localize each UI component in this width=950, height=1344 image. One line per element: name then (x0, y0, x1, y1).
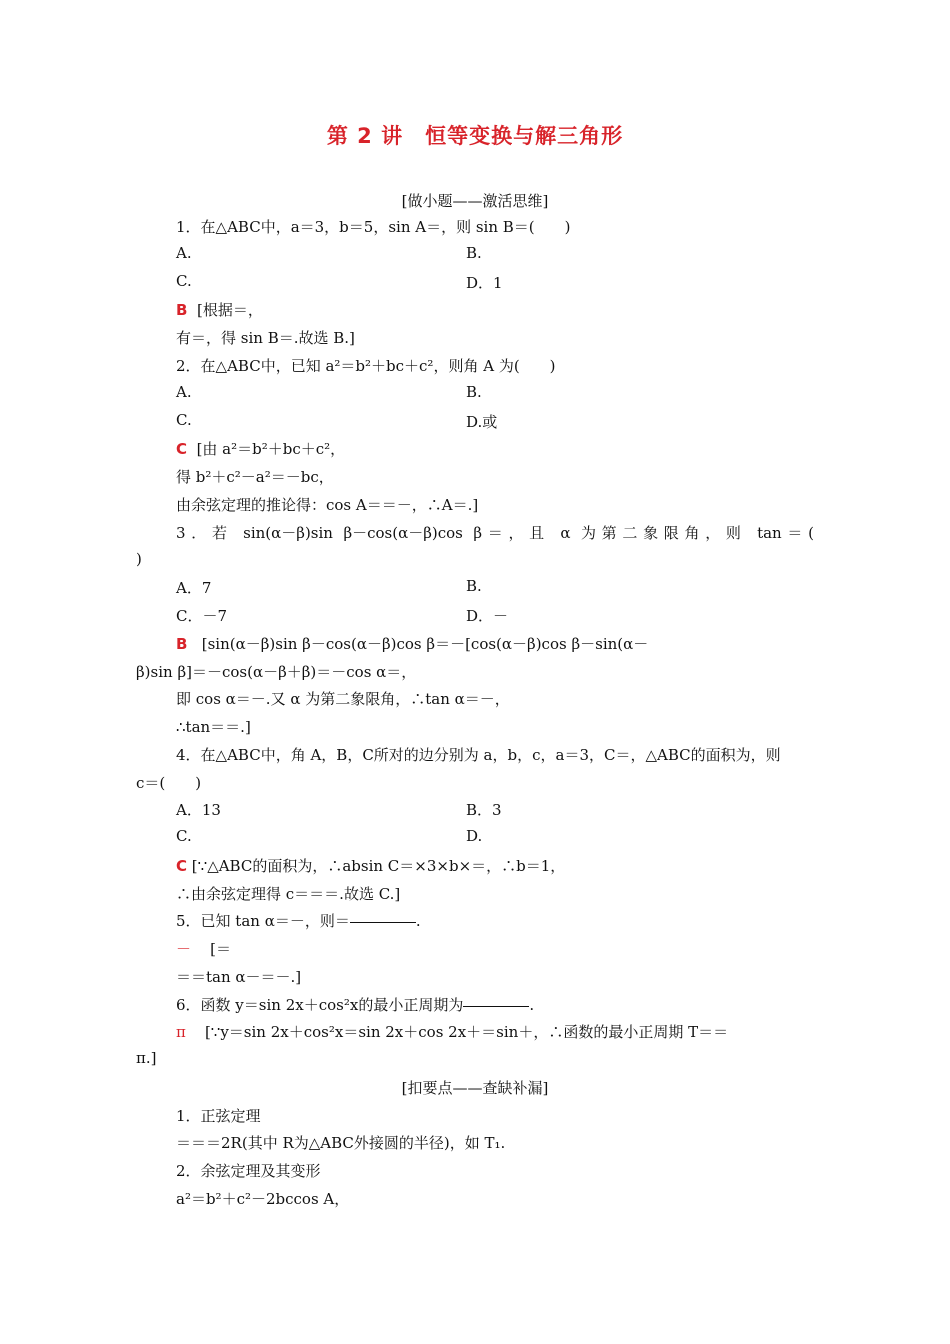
question-4-option-d: D. (466, 827, 483, 845)
question-1-option-d: D．1 (466, 274, 503, 292)
question-2-option-c: C. (176, 411, 192, 429)
question-4-explanation-line-1 (176, 855, 565, 876)
question-1-option-b: B. (466, 244, 482, 262)
question-5-stem-text: 5．已知 tan α＝－，则＝ (176, 912, 350, 930)
question-6-stem-text: 6．函数 y＝sin 2x＋cos²x的最小正周期为 (176, 996, 464, 1014)
question-5-answer-blank (350, 921, 416, 923)
question-2-explanation-line-3: 由余弦定理的推论得：cos A＝＝－，∴A＝.] (176, 496, 479, 514)
question-5-answer: － (176, 940, 192, 958)
question-2-answer: C (176, 440, 188, 458)
question-2-explanation-line-1 (176, 438, 345, 459)
question-6-explanation-line-1 (176, 1021, 814, 1042)
question-3-option-b: B. (466, 577, 482, 595)
keypoint-1-body: ＝＝＝2R(其中 R为△ABC外接圆的半径)，如 T₁. (176, 1134, 506, 1152)
question-2-stem: 2．在△ABC中，已知 a²＝b²＋bc＋c²，则角 A 为( ) (176, 357, 556, 375)
question-2-exp-text-1: [由 a²＝b²＋bc＋c²， (196, 440, 346, 458)
question-5-exp-text-1: [＝ (210, 940, 231, 958)
question-1-exp-text-1: [根据＝， (196, 301, 263, 319)
question-4-stem-line-2: c＝( ) (136, 774, 202, 792)
question-1-option-c: C. (176, 272, 192, 290)
question-3-option-d: D．－ (466, 607, 509, 625)
question-3-explanation-line-3: 即 cos α＝－.又 α 为第二象限角，∴tan α＝－， (176, 690, 510, 708)
question-6-answer: π (176, 1023, 186, 1041)
question-4-option-a: A．13 (176, 801, 221, 819)
keypoint-1-heading: 1．正弦定理 (176, 1107, 261, 1125)
page-title: 第 2 讲 恒等变换与解三角形 (326, 124, 624, 148)
question-3-option-c: C．－7 (176, 607, 228, 625)
question-3-option-a: A．7 (176, 579, 212, 597)
question-5-explanation-line-1 (176, 938, 231, 959)
keypoint-2-body: a²＝b²＋c²－2bccos A， (176, 1190, 350, 1208)
question-1-option-a: A. (176, 244, 192, 262)
question-3-exp-text-1: [sin(α－β)sin β－cos(α－β)cos β＝－[cos(α－β)cos β－sin(α－ (201, 635, 649, 653)
question-4-exp-text-1: [∵△ABC的面积为，∴absin C＝×3×b×＝，∴b＝1， (191, 857, 566, 875)
question-3-stem-line-1: 3．若 sin(α－β)sin β－cos(α－β)cos β＝，且 α 为第二象限角，则 tan＝( (176, 524, 814, 542)
question-6-explanation-line-2: π.] (136, 1049, 157, 1067)
question-3-answer: B (176, 635, 188, 653)
question-6-stem-end: . (529, 996, 535, 1014)
question-2-option-d: D.或 (466, 413, 498, 431)
question-4-option-b: B．3 (466, 801, 502, 819)
question-6-stem (176, 994, 534, 1015)
question-4-explanation-line-2: ∴由余弦定理得 c＝＝＝.故选 C.] (176, 885, 401, 903)
question-1-explanation-line-1 (176, 299, 263, 320)
question-3-stem-line-2: ) (136, 550, 142, 568)
question-3-explanation-line-2: β)sin β]＝－cos(α－β＋β)＝－cos α＝， (136, 663, 417, 681)
question-3-explanation-line-4: ∴tan＝＝.] (176, 718, 251, 736)
question-2-option-b: B. (466, 383, 482, 401)
question-1-stem: 1．在△ABC中，a＝3，b＝5，sin A＝，则 sin B＝( ) (176, 218, 571, 236)
question-5-stem-end: . (415, 912, 421, 930)
section-heading-warmup: [做小题——激活思维] (401, 192, 549, 210)
question-6-exp-text-1: [∵y＝sin 2x＋cos²x＝sin 2x＋cos 2x＋＝sin＋，∴函数的最小正周期 T＝＝ (204, 1023, 729, 1041)
question-2-option-a: A. (176, 383, 192, 401)
question-5-explanation-line-2: ＝＝tan α－＝－.] (176, 968, 302, 986)
keypoint-2-heading: 2．余弦定理及其变形 (176, 1162, 321, 1180)
question-5-stem (176, 910, 421, 931)
question-4-stem-line-1: 4．在△ABC中，角 A，B，C所对的边分别为 a，b，c，a＝3，C＝，△ABC的面积为，则 (176, 746, 781, 764)
question-1-answer: B (176, 301, 188, 319)
question-4-answer: C (176, 857, 188, 875)
question-2-explanation-line-2: 得 b²＋c²－a²＝－bc， (176, 468, 334, 486)
section-heading-keypoints: [扣要点——查缺补漏] (401, 1079, 549, 1097)
question-1-explanation-line-2: 有＝，得 sin B＝.故选 B.] (176, 329, 355, 347)
question-4-option-c: C. (176, 827, 192, 845)
question-3-explanation-line-1 (176, 633, 814, 654)
question-6-answer-blank (463, 1005, 529, 1007)
